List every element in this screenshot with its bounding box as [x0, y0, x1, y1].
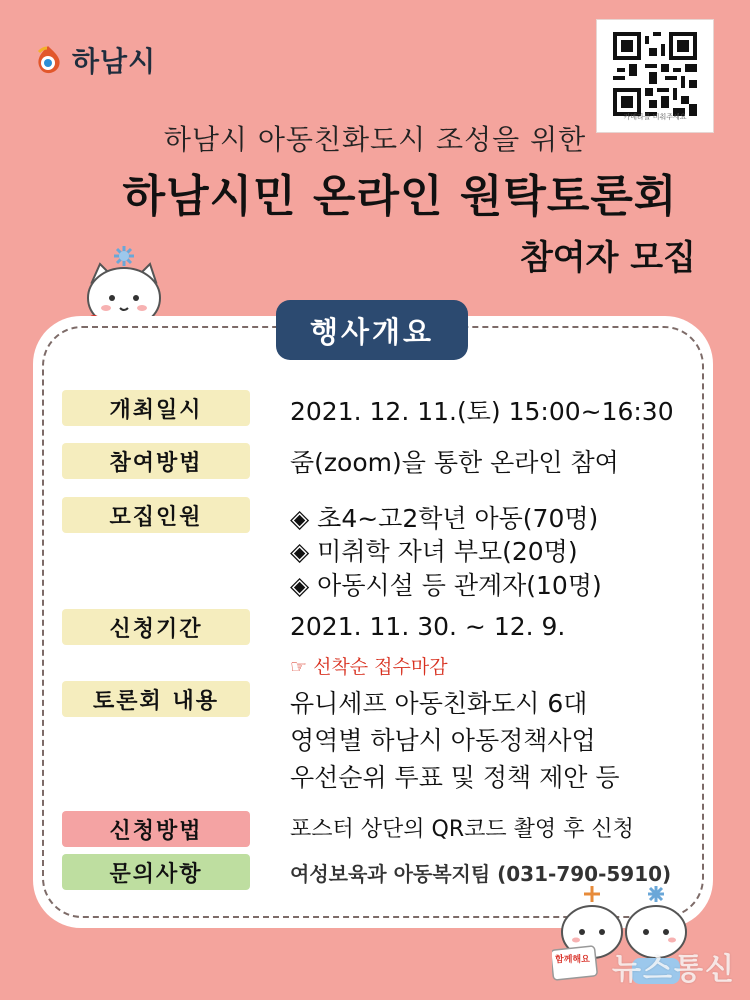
- value-apply: 포스터 상단의 QR코드 촬영 후 신청: [290, 817, 634, 842]
- qr-code-icon: [613, 32, 697, 116]
- label-period: 신청기간: [62, 609, 250, 645]
- qr-caption: 카메라를 비춰주세요: [623, 113, 687, 121]
- watermark: 뉴스통신: [612, 952, 736, 987]
- label-content: 토론회 내용: [62, 681, 250, 717]
- value-period: 2021. 11. 30. ~ 12. 9.: [290, 612, 566, 641]
- value-method: 줌(zoom)을 통한 온라인 참여: [290, 448, 619, 477]
- content-line: 영역별 하남시 아동정책사업: [290, 726, 596, 755]
- label-apply: 신청방법: [62, 811, 250, 847]
- label-contact: 문의사항: [62, 854, 250, 890]
- mascot-sign-text: 함께해요: [555, 955, 590, 965]
- poster-title-recruit: 참여자 모집: [519, 238, 696, 278]
- label-datetime: 개최일시: [62, 390, 250, 426]
- content-line: 우선순위 투표 및 정책 제안 등: [290, 763, 620, 792]
- poster-subtitle: 하남시 아동친화도시 조성을 위한: [163, 123, 587, 156]
- content-line: 유니세프 아동친화도시 6대: [290, 689, 588, 718]
- event-overview-badge: 행사개요: [276, 300, 468, 360]
- qr-code[interactable]: [597, 20, 713, 132]
- recruit-item: ◈ 아동시설 등 관계자(10명): [290, 571, 602, 600]
- label-method: 참여방법: [62, 443, 250, 479]
- recruit-item: ◈ 미취학 자녀 부모(20명): [290, 537, 578, 566]
- value-contact: 여성보육과 아동복지팀 (031-790-5910): [290, 862, 672, 886]
- value-datetime: 2021. 12. 11.(토) 15:00~16:30: [290, 397, 674, 426]
- hanam-logo: [32, 40, 156, 80]
- label-recruit: 모집인원: [62, 497, 250, 533]
- period-note: ☞ 선착순 접수마감: [290, 656, 448, 678]
- hanam-logo-icon: [32, 44, 64, 76]
- poster-title: 하남시민 온라인 원탁토론회: [122, 171, 678, 222]
- recruit-item: ◈ 초4~고2학년 아동(70명): [290, 504, 599, 533]
- logo-text: 하남시: [72, 45, 157, 78]
